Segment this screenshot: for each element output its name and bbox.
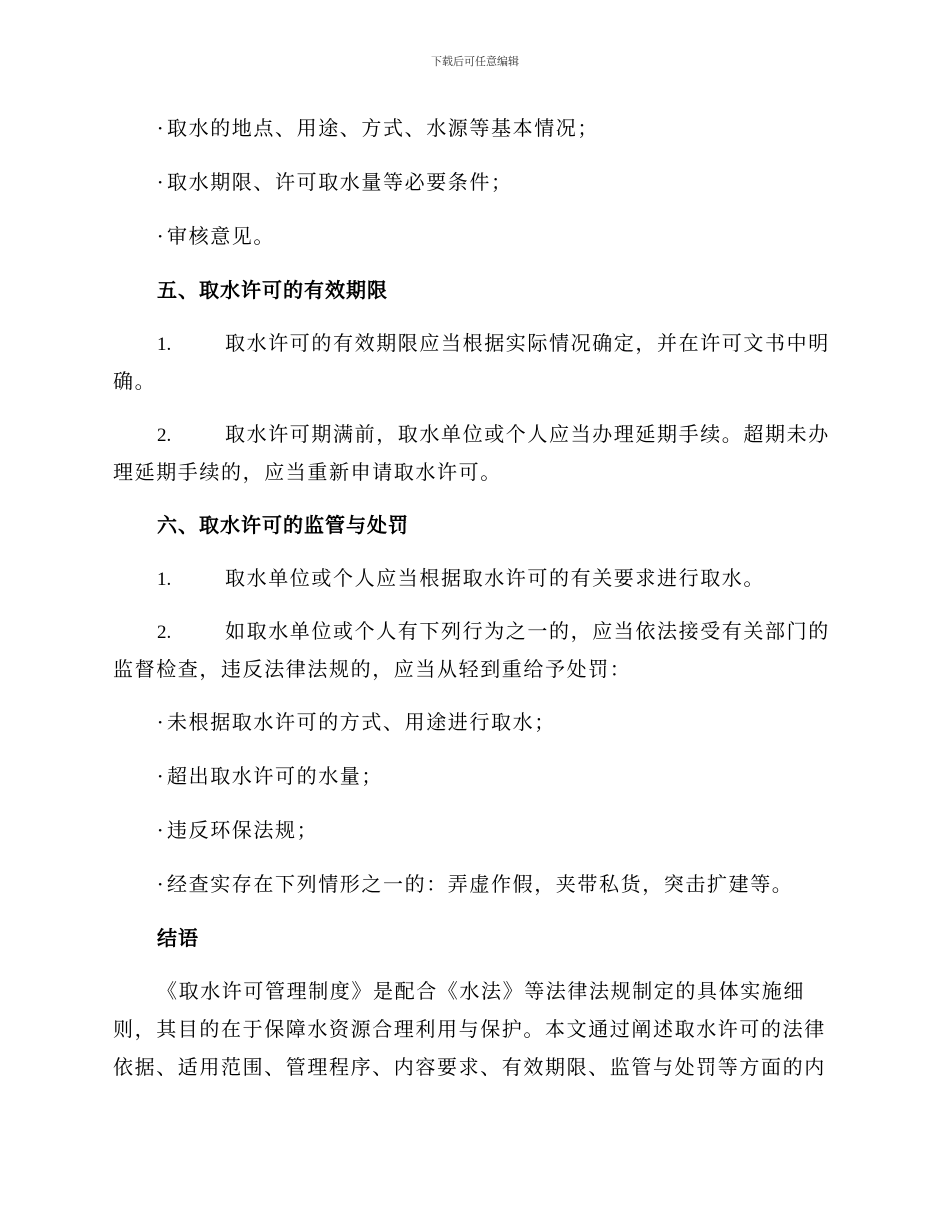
numbered-paragraph-line [157, 617, 830, 647]
conclusion-line: 依据、适用范围、管理程序、内容要求、有效期限、监管与处罚等方面的内 [113, 1055, 826, 1079]
bullet-item-period [157, 168, 513, 196]
conclusion-line: 则，其目的在于保障水资源合理利用与保护。本文通过阐述取水许可的法律 [113, 1017, 826, 1041]
paragraph-text: 取水许可的有效期限应当根据实际情况确定，并在许可文书中明 [225, 331, 830, 355]
item-number: 1. [157, 569, 172, 590]
bullet-dot: · [157, 116, 164, 140]
item-number: 2. [157, 425, 172, 446]
paragraph-continuation: 确。 [113, 369, 157, 393]
conclusion-line: 《取水许可管理制度》是配合《水法》等法律法规制定的具体实施细 [157, 979, 805, 1003]
bullet-item-violation-method [157, 708, 556, 736]
paragraph-text: 取水许可期满前，取水单位或个人应当办理延期手续。超期未办 [225, 422, 830, 446]
section-heading-supervision: 六、取水许可的监管与处罚 [157, 513, 409, 537]
bullet-item-location [157, 114, 599, 142]
bullet-dot: · [157, 818, 164, 842]
bullet-dot: · [157, 872, 164, 896]
bullet-dot: · [157, 710, 164, 734]
bullet-text: 取水期限、许可取水量等必要条件； [167, 170, 513, 194]
bullet-dot: · [157, 224, 164, 248]
bullet-dot: · [157, 170, 164, 194]
bullet-item-violation-volume [157, 762, 383, 790]
bullet-item-review [157, 222, 275, 250]
page-header: 下载后可任意编辑 [431, 55, 519, 68]
bullet-dot: · [157, 764, 164, 788]
bullet-text: 经查实存在下列情形之一的：弄虚作假，夹带私货，突击扩建等。 [167, 872, 794, 896]
bullet-text: 未根据取水许可的方式、用途进行取水； [167, 710, 556, 734]
section-heading-conclusion: 结语 [157, 926, 199, 950]
bullet-text: 取水的地点、用途、方式、水源等基本情况； [167, 116, 599, 140]
numbered-paragraph-line [157, 420, 830, 450]
numbered-paragraph-line [157, 564, 765, 594]
paragraph-continuation: 监督检查，违反法律法规的，应当从轻到重给予处罚： [113, 657, 632, 681]
paragraph-text: 取水单位或个人应当根据取水许可的有关要求进行取水。 [225, 566, 765, 590]
bullet-text: 超出取水许可的水量； [167, 764, 383, 788]
paragraph-continuation: 理延期手续的，应当重新申请取水许可。 [113, 460, 502, 484]
item-number: 2. [157, 622, 172, 643]
numbered-paragraph-line [157, 329, 830, 359]
paragraph-text: 如取水单位或个人有下列行为之一的，应当依法接受有关部门的 [225, 619, 830, 643]
bullet-item-violation-fraud [157, 870, 793, 898]
bullet-item-violation-environment [157, 816, 318, 844]
item-number: 1. [157, 334, 172, 355]
bullet-text: 违反环保法规； [167, 818, 319, 842]
section-heading-validity: 五、取水许可的有效期限 [157, 278, 388, 302]
bullet-text: 审核意见。 [167, 224, 275, 248]
